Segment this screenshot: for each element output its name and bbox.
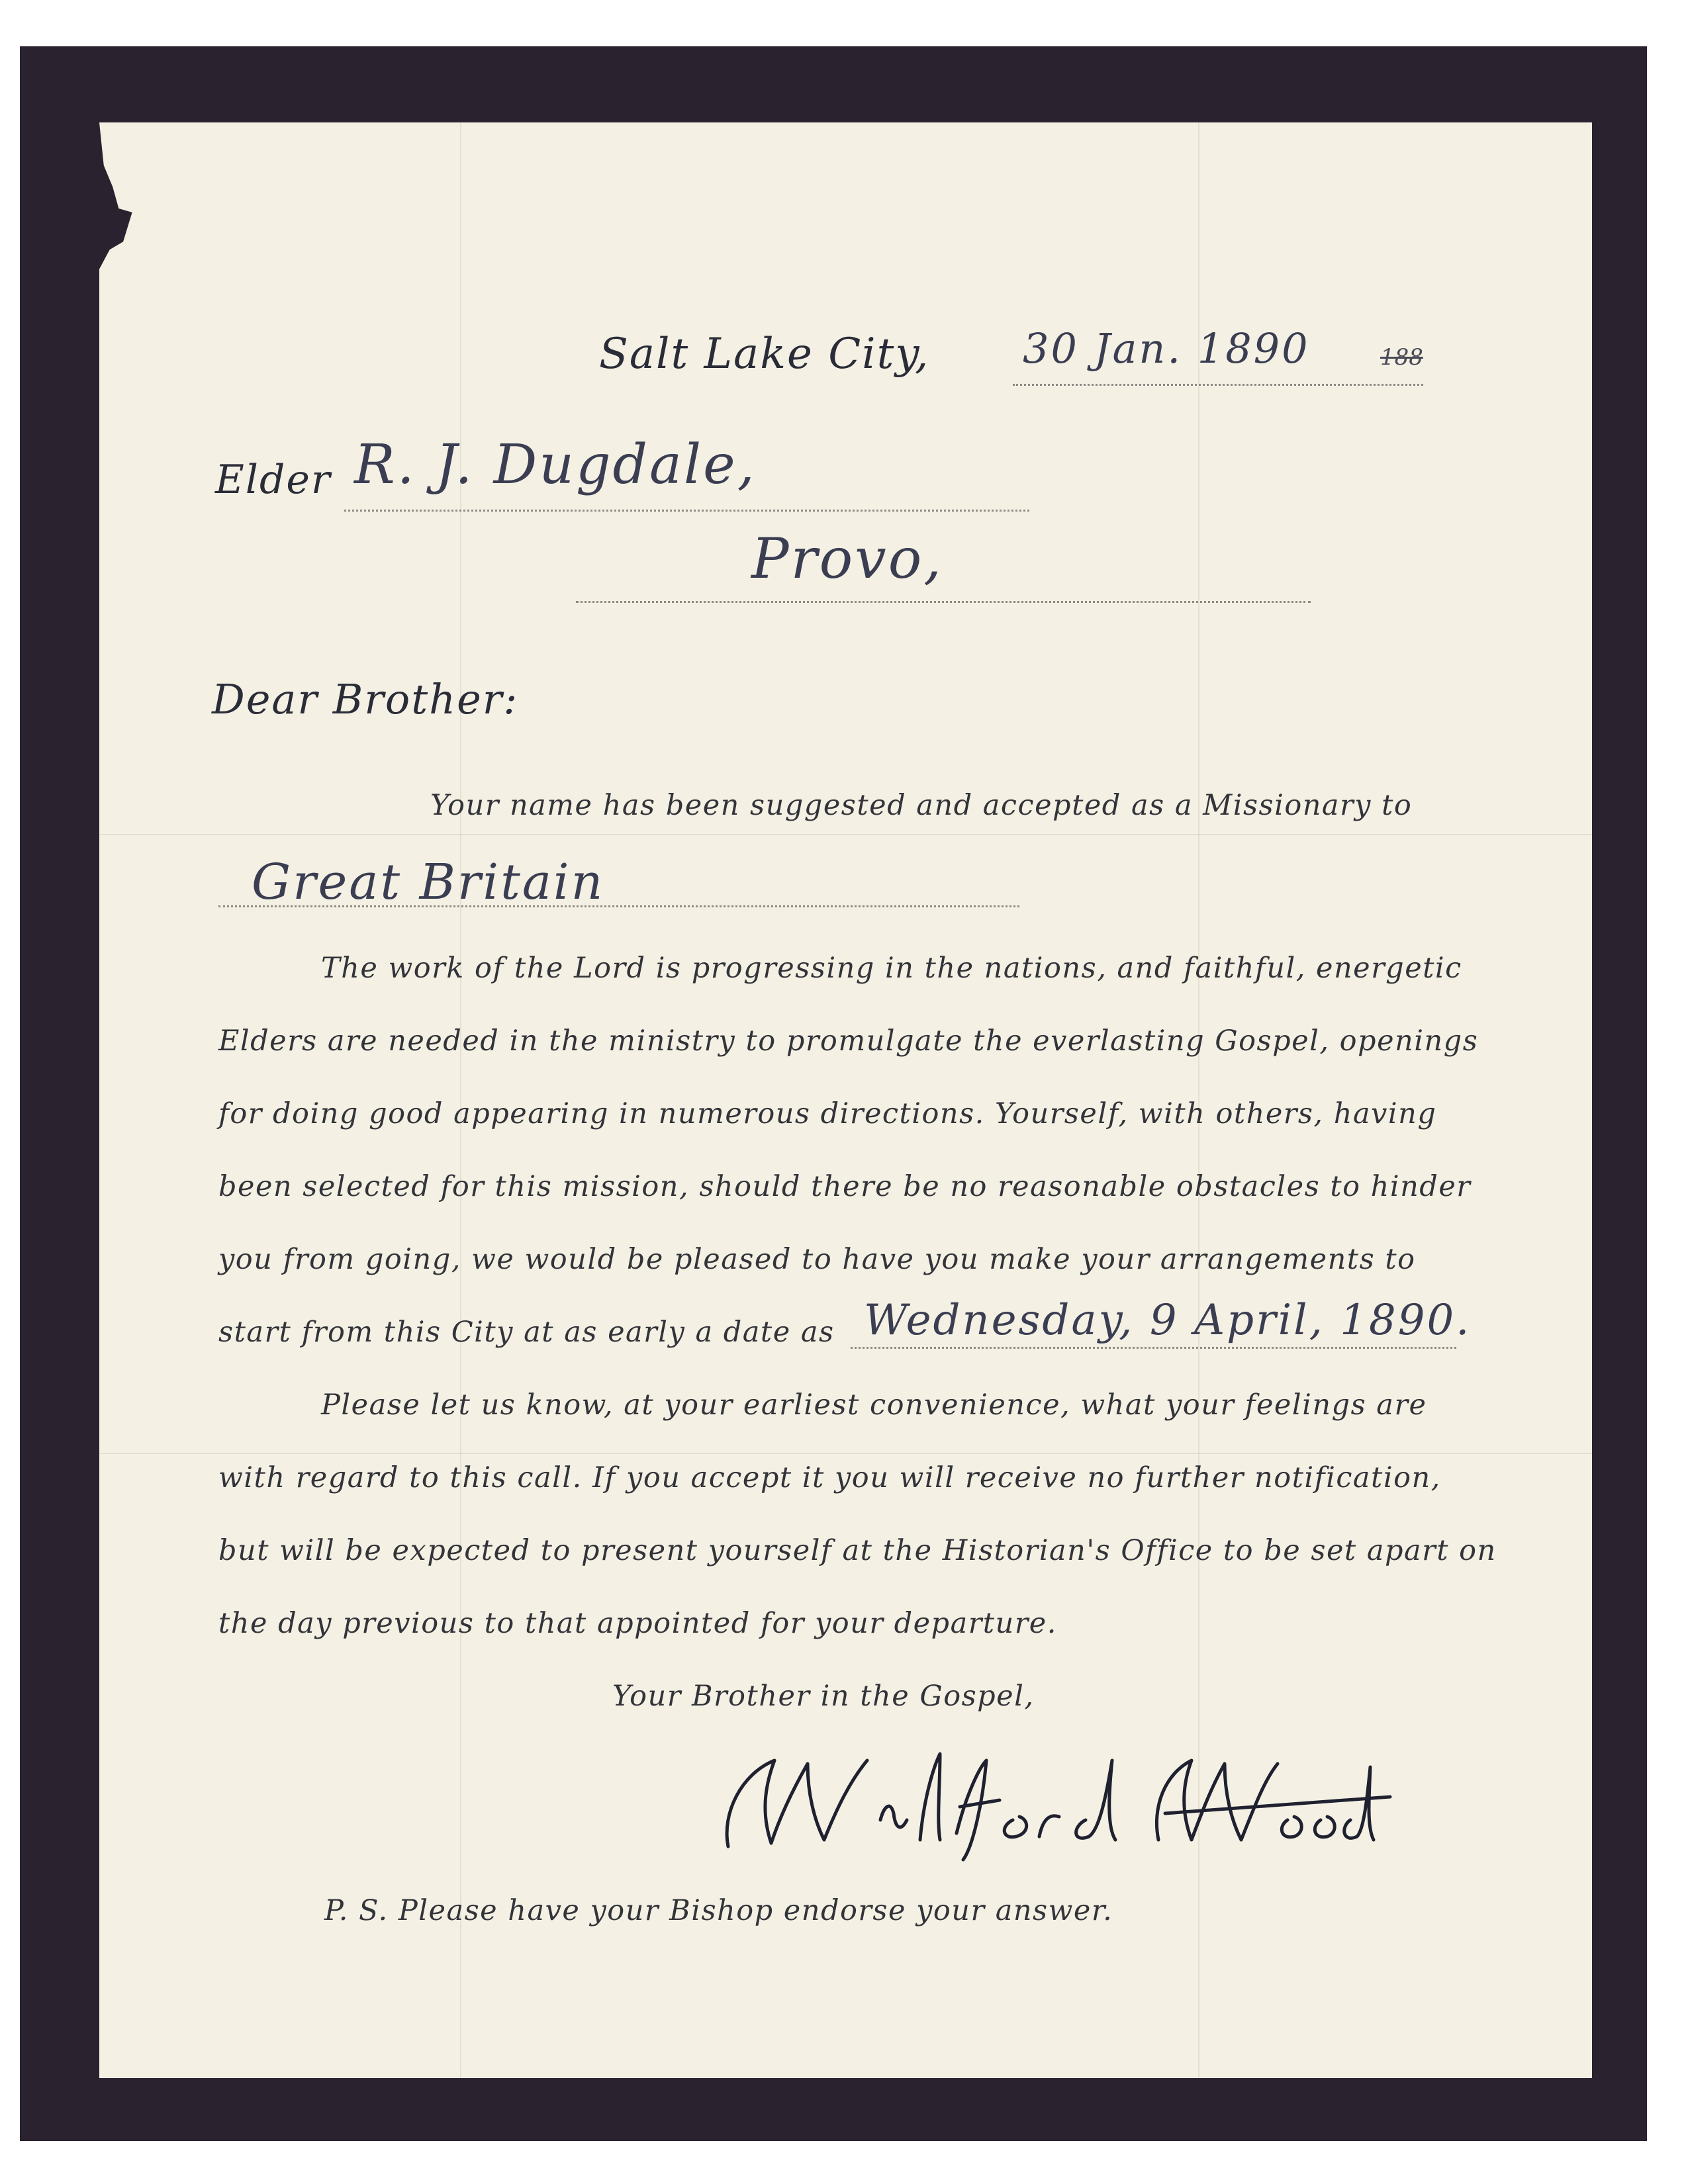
salutation: Dear Brother: [212, 675, 519, 723]
body-line: the day previous to that appointed for your departure. [218, 1607, 1057, 1640]
body-line: start from this City at as early a date as [218, 1316, 835, 1349]
printed-title: Elder [215, 457, 332, 503]
struck-year-prefix: 188 [1380, 344, 1423, 371]
departure-date: Wednesday, 9 April, 1890. [864, 1296, 1472, 1345]
postscript: P. S. Please have your Bishop endorse your answer. [324, 1894, 1113, 1927]
mission-field: Great Britain [252, 854, 605, 911]
body-line: Your name has been suggested and accepted as a Missionary to [430, 789, 1413, 822]
place-dotted-line [576, 601, 1311, 603]
recipient-place: Provo, [751, 526, 943, 591]
recipient-name: R. J. Dugdale, [354, 433, 757, 496]
body-line: for doing good appearing in numerous directions. Yourself, with others, having [218, 1097, 1437, 1130]
fold-crease [99, 1453, 1592, 1454]
date-dotted-line [1013, 384, 1423, 386]
fold-crease [99, 834, 1592, 835]
body-line: Please let us know, at your earliest convenience, what your feelings are [321, 1388, 1427, 1422]
body-line: but will be expected to present yourself at the Historian's Office to be set apart on [218, 1534, 1497, 1567]
closing: Your Brother in the Gospel, [612, 1680, 1035, 1713]
body-line: Elders are needed in the ministry to promulgate the everlasting Gospel, openings [218, 1024, 1479, 1058]
name-dotted-line [344, 510, 1029, 512]
body-line: been selected for this mission, should there be no reasonable obstacles to hinder [218, 1170, 1472, 1203]
printed-place: Salt Lake City, [599, 330, 930, 379]
departure-dotted-line [851, 1347, 1456, 1349]
handwritten-date: 30 Jan. 1890 [1023, 324, 1310, 373]
body-line: you from going, we would be pleased to have you make your arrangements to [218, 1243, 1416, 1276]
body-line: The work of the Lord is progressing in the nations, and faithful, energetic [321, 952, 1462, 985]
body-line: with regard to this call. If you accept it you will receive no further notification, [218, 1461, 1441, 1494]
mission-dotted-line [218, 905, 1019, 907]
